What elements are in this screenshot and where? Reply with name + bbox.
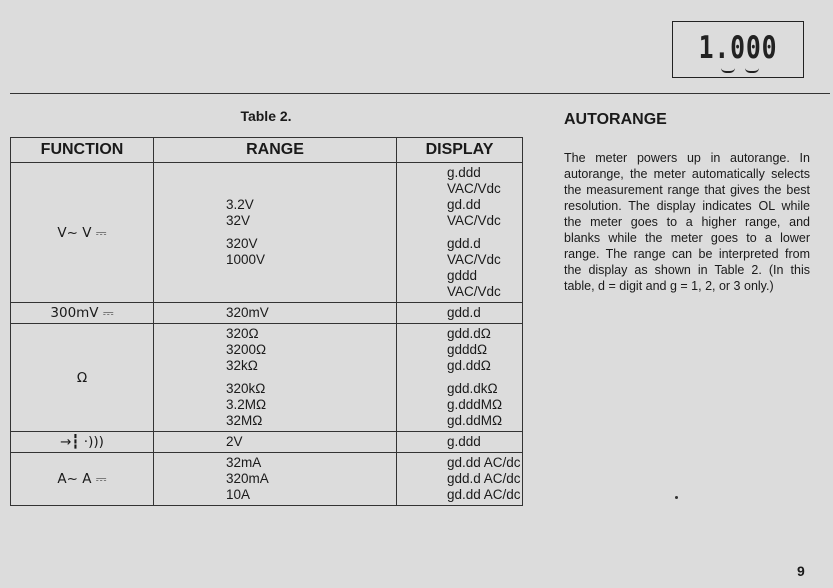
function-cell: 300mV ⎓ xyxy=(11,303,154,324)
table-caption: Table 2. xyxy=(240,108,292,124)
range-value: 320mV xyxy=(226,305,269,320)
display-value: gd.ddMΩ xyxy=(447,413,503,428)
function-cell: A~ A ⎓ xyxy=(11,453,154,506)
table-row xyxy=(11,163,523,303)
function-cell: Ω xyxy=(11,324,154,432)
range-value: 320Ω xyxy=(226,326,259,341)
display-value: gdd.dkΩ xyxy=(447,381,498,396)
function-cell: V~ V ⎓ xyxy=(11,163,154,303)
display-value: gdd.d xyxy=(447,305,481,320)
horizontal-rule xyxy=(10,93,830,94)
range-cell xyxy=(154,163,397,303)
range-value: 10A xyxy=(226,487,251,502)
range-value: 1000V xyxy=(226,252,266,267)
range-value: 320mA xyxy=(226,471,269,486)
range-value: 320kΩ xyxy=(226,381,266,396)
range-value xyxy=(226,229,396,236)
range-cell xyxy=(154,324,397,432)
lcd-reading: 1.000 xyxy=(698,30,778,66)
range-value: 2V xyxy=(226,434,243,449)
speck xyxy=(675,496,678,499)
range-cell xyxy=(154,432,397,453)
display-value: g.ddd xyxy=(447,434,481,449)
display-value: gdddΩ xyxy=(447,342,488,357)
display-value: gd.ddΩ xyxy=(447,358,491,373)
range-value xyxy=(226,374,396,381)
display-cell xyxy=(397,163,523,303)
function-cell: →┇ ·))) xyxy=(11,432,154,453)
table-row xyxy=(11,324,523,432)
table-header-row xyxy=(11,138,523,163)
table-row xyxy=(11,432,523,453)
display-cell xyxy=(397,453,523,506)
range-value: 3.2V xyxy=(226,197,254,212)
range-value: 3200Ω xyxy=(226,342,267,357)
range-value: 32MΩ xyxy=(226,413,263,428)
table-row xyxy=(11,303,523,324)
display-cell xyxy=(397,303,523,324)
display-value: gd.dd VAC/Vdc xyxy=(447,197,501,228)
display-cell xyxy=(397,324,523,432)
display-value: gdd.d VAC/Vdc xyxy=(447,236,501,267)
header-display: DISPLAY xyxy=(397,138,523,163)
range-value: 3.2MΩ xyxy=(226,397,267,412)
display-value xyxy=(447,374,522,381)
table-row xyxy=(11,453,523,506)
range-cell xyxy=(154,303,397,324)
display-value: gd.dd AC/dc xyxy=(447,455,521,470)
section-title: AUTORANGE xyxy=(564,111,667,128)
display-value: g.ddd VAC/Vdc xyxy=(447,165,501,196)
display-value: gdd.dΩ xyxy=(447,326,491,341)
header-range: RANGE xyxy=(154,138,397,163)
page-number: 9 xyxy=(797,563,805,579)
range-table xyxy=(10,137,523,506)
range-value: 32mA xyxy=(226,455,262,470)
section-body: The meter powers up in autorange. In autorange, the meter automatically selects the measurement range that gives the best resolution. The display indicates OL while the meter goes to a higher range, and blanks while the meter goes to a lower range. The range can be interpreted from the display as shown in Table 2. (In this table, d = digit and g = 1, 2, or 3 only.) xyxy=(564,151,810,293)
range-cell xyxy=(154,453,397,506)
range-value: 32V xyxy=(226,213,251,228)
lcd-segment-mark xyxy=(745,68,759,73)
display-value: g.dddMΩ xyxy=(447,397,503,412)
display-cell xyxy=(397,432,523,453)
lcd-segment-mark xyxy=(721,68,735,73)
range-value: 32kΩ xyxy=(226,358,258,373)
display-value: gd.dd AC/dc xyxy=(447,487,521,502)
display-value: gdd.d AC/dc xyxy=(447,471,521,486)
header-function: FUNCTION xyxy=(11,138,154,163)
display-value: gddd VAC/Vdc xyxy=(447,268,501,299)
lcd-display xyxy=(672,21,804,78)
range-value: 320V xyxy=(226,236,258,251)
display-value xyxy=(447,229,522,236)
